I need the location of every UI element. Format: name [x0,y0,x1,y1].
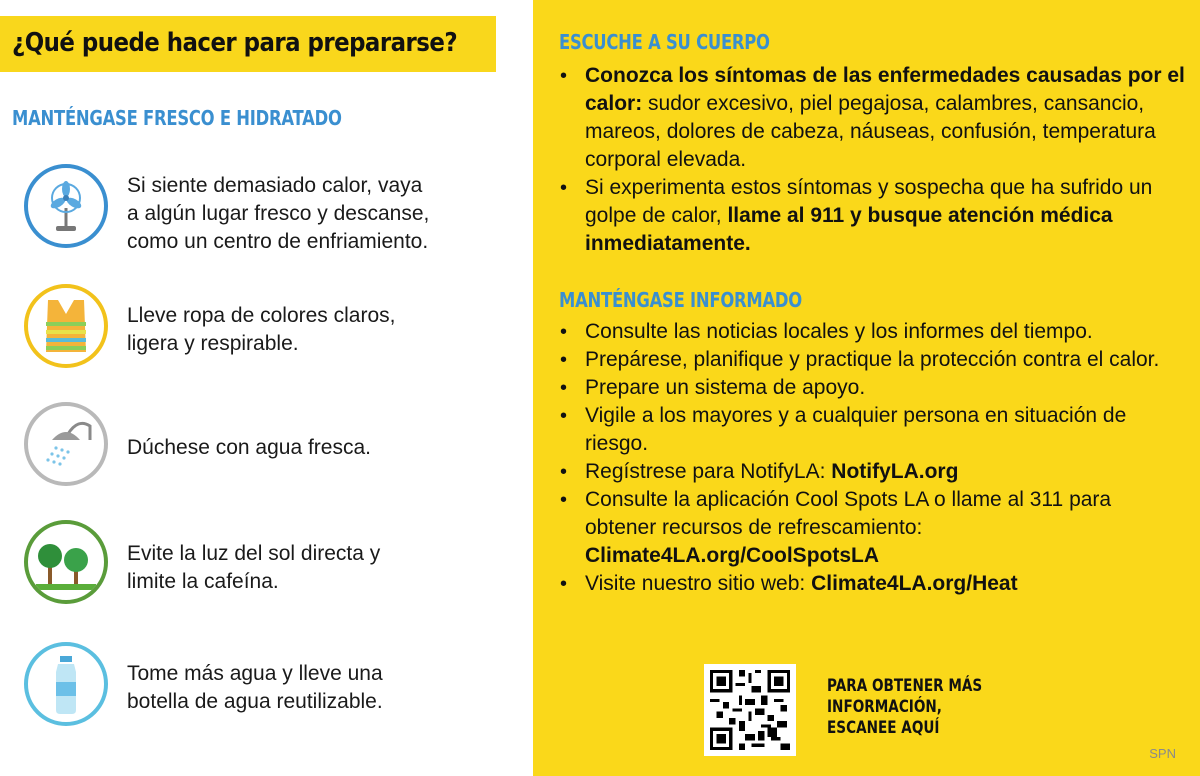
section-heading-informed: MANTÉNGASE INFORMADO [559,288,802,312]
list-item: • Consulte las noticias locales y los informes del tiempo. [555,318,1185,346]
tip-text: Tome más agua y lleve una botella de agua reutilizable. [127,662,383,713]
scan-caption: PARA OBTENER MÁS INFORMACIÓN, ESCANEE AQUÍ [827,676,983,738]
section-heading-body: ESCUCHE A SU CUERPO [559,30,770,54]
page-title: ¿Qué puede hacer para prepararse? [12,28,458,58]
tip-text: Evite la luz del sol directa y limite la cafeína. [127,542,381,593]
tip-text: Dúchese con agua fresca. [127,436,371,459]
footer-tag: SPN [1149,746,1176,761]
tip-item [22,642,522,738]
tip-item [22,164,522,260]
heat-site-link[interactable]: Climate4LA.org/Heat [811,572,1018,595]
vest-icon [24,284,108,368]
left-panel [0,0,533,776]
tip-text: Si siente demasiado calor, vaya a algún lugar fresco y descanse, como un centro de enfriamiento. [127,174,430,253]
shower-icon [24,402,108,486]
qr-code[interactable] [704,664,796,756]
list-item: • Vigile a los mayores y a cualquier persona en situación de riesgo. [555,402,1185,458]
list-item: • Conozca los síntomas de las enfermedades causadas por el calor: sudor excesivo, piel pegajosa, calambres, cansancio, mareos, dolores de cabeza, náuseas, confusión, temperatura corporal elevada. [555,62,1185,174]
symptoms-list [555,62,1185,258]
trees-icon [24,520,108,604]
list-item: • Prepárese, planifique y practique la protección contra el calor. [555,346,1185,374]
tip-text: Lleve ropa de colores claros, ligera y respirable. [127,304,396,355]
section-heading-fresh: MANTÉNGASE FRESCO E HIDRATADO [12,106,342,130]
informed-list [555,318,1185,598]
list-item: • Prepare un sistema de apoyo. [555,374,1185,402]
notifyla-link[interactable]: NotifyLA.org [831,460,959,483]
list-item: • Regístrese para NotifyLA: NotifyLA.org [555,458,1185,486]
list-item: • Si experimenta estos síntomas y sospecha que ha sufrido un golpe de calor, llame al 911 y busque atención médica inmediatamente. [555,174,1185,258]
water-bottle-icon [24,642,108,726]
fan-icon [24,164,108,248]
coolspots-link[interactable]: Climate4LA.org/CoolSpotsLA [585,544,880,567]
right-panel [533,0,1200,776]
tip-item [22,284,522,380]
list-item: • Consulte la aplicación Cool Spots LA o llame al 311 para obtener recursos de refrescamiento: Climate4LA.org/CoolSpotsLA [555,486,1185,570]
tip-item [22,402,522,498]
title-band [0,16,496,72]
list-item: • Visite nuestro sitio web: Climate4LA.org/Heat [555,570,1185,598]
tip-item [22,520,522,616]
